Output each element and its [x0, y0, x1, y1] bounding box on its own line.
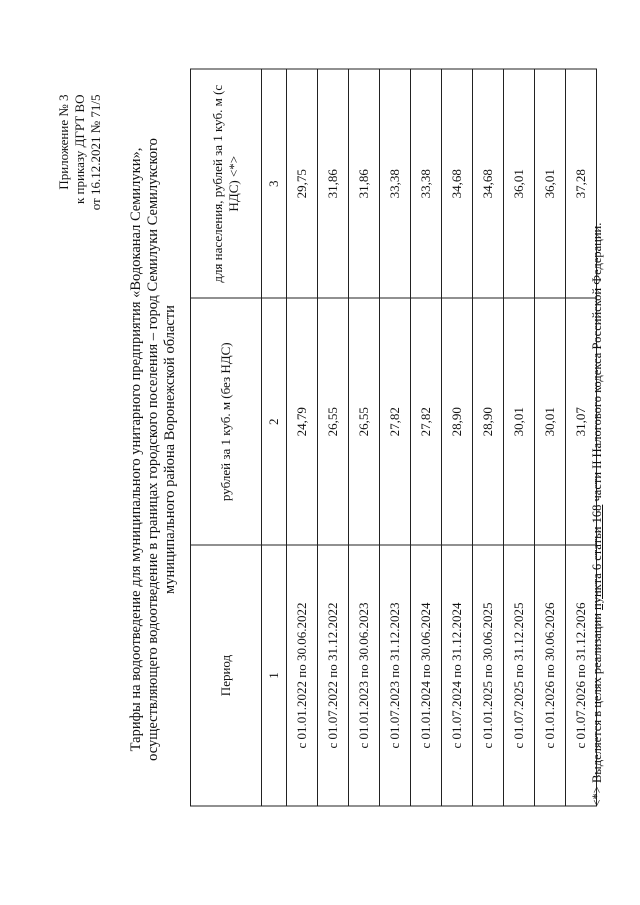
table-row — [473, 69, 504, 806]
header-price-no-vat: рублей за 1 куб. м (без НДС) — [191, 298, 262, 545]
appendix-date: от 16.12.2021 № 71/5 — [88, 94, 103, 211]
cell-period: с 01.01.2023 по 30.06.2023 — [349, 545, 380, 806]
cell-period: с 01.01.2025 по 30.06.2025 — [473, 545, 504, 806]
cell-price-vat: 36,01 — [504, 69, 535, 298]
table-row — [380, 69, 411, 806]
cell-price-vat: 34,68 — [473, 69, 504, 298]
tariff-table — [190, 69, 597, 807]
cell-price-vat: 37,28 — [566, 69, 597, 298]
table-row — [349, 69, 380, 806]
cell-price: 27,82 — [380, 298, 411, 545]
column-number: 1 — [262, 545, 287, 806]
cell-period: с 01.07.2023 по 31.12.2023 — [380, 545, 411, 806]
cell-price: 31,07 — [566, 298, 597, 545]
table-row — [287, 69, 318, 806]
table-column-numbers — [262, 69, 287, 806]
table-header-row — [191, 69, 262, 806]
column-number: 2 — [262, 298, 287, 545]
cell-price: 28,90 — [473, 298, 504, 545]
cell-period: с 01.01.2026 по 30.06.2026 — [535, 545, 566, 806]
cell-price-vat: 33,38 — [380, 69, 411, 298]
header-price-population: для населения, рублей за 1 куб. м (с НДС) <*> — [191, 69, 262, 298]
cell-price: 27,82 — [411, 298, 442, 545]
appendix-reference — [56, 95, 104, 211]
document-title — [128, 85, 179, 815]
table-row — [504, 69, 535, 806]
cell-period: с 01.07.2025 по 31.12.2025 — [504, 545, 535, 806]
cell-price-vat: 31,86 — [349, 69, 380, 298]
header-period: Период — [191, 545, 262, 806]
cell-price-vat: 34,68 — [442, 69, 473, 298]
cell-price-vat: 36,01 — [535, 69, 566, 298]
cell-price: 24,79 — [287, 298, 318, 545]
cell-price-vat: 33,38 — [411, 69, 442, 298]
table-row — [318, 69, 349, 806]
table-row — [535, 69, 566, 806]
cell-price: 30,01 — [504, 298, 535, 545]
cell-period: с 01.01.2022 по 30.06.2022 — [287, 545, 318, 806]
appendix-number: Приложение № 3 — [56, 94, 71, 190]
cell-period: с 01.07.2024 по 31.12.2024 — [442, 545, 473, 806]
cell-price: 26,55 — [318, 298, 349, 545]
cell-price: 26,55 — [349, 298, 380, 545]
cell-period: с 01.07.2022 по 31.12.2022 — [318, 545, 349, 806]
cell-period: с 01.07.2026 по 31.12.2026 — [566, 545, 597, 806]
column-number: 3 — [262, 69, 287, 298]
title-line: осуществляющего водоотведение в границах городского поселения – город Семилуки Семилукского — [145, 138, 161, 761]
footnote — [590, 223, 605, 807]
title-line: муниципального района Воронежской области — [162, 305, 178, 594]
title-line: Тарифы на водоотведение для муниципального унитарного предприятия «Водоканал Семилуки», — [128, 147, 144, 752]
cell-price: 30,01 — [535, 298, 566, 545]
table-row — [411, 69, 442, 806]
cell-price: 28,90 — [442, 298, 473, 545]
footnote-text: <*> Выделяется в целях реализации — [590, 609, 604, 807]
cell-price-vat: 29,75 — [287, 69, 318, 298]
cell-period: с 01.01.2024 по 30.06.2024 — [411, 545, 442, 806]
table-row — [442, 69, 473, 806]
appendix-order: к приказу ДГРТ ВО — [72, 94, 87, 205]
footnote-text-end: части II Налогового кодекса Российской Федерации. — [590, 222, 604, 505]
tax-code-link[interactable]: пункта 6 статьи 168 — [590, 504, 604, 610]
cell-price-vat: 31,86 — [318, 69, 349, 298]
